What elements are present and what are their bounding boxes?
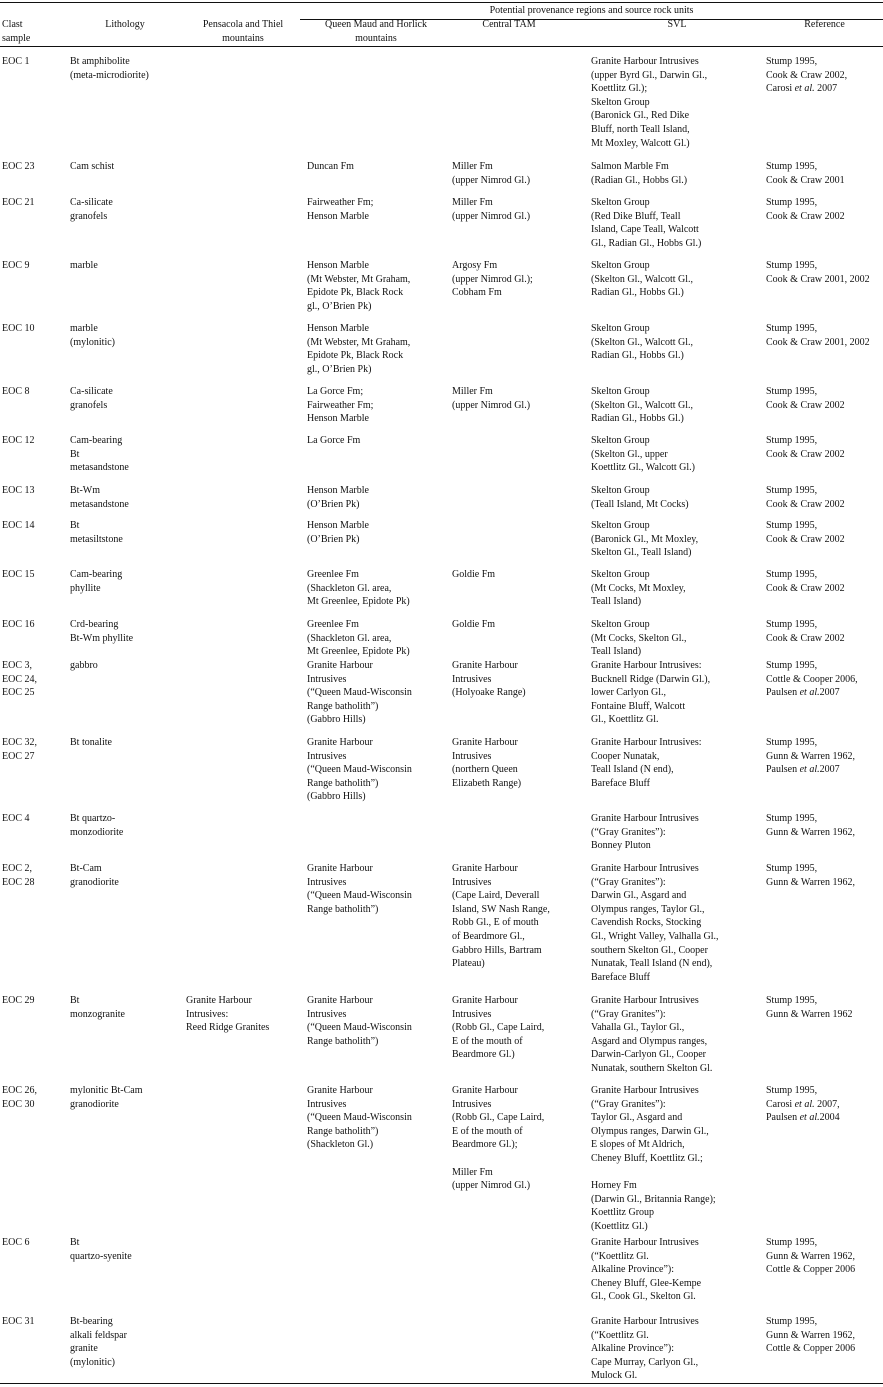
cell-reference: Stump 1995, Cook & Craw 2002 <box>766 386 845 411</box>
cell-clast-sample: EOC 2, EOC 28 <box>2 863 35 888</box>
cell-clast-sample: EOC 8 <box>2 386 30 397</box>
cell-lithology: Crd-bearing Bt-Wm phyllite <box>70 619 134 644</box>
cell-reference: Stump 1995, Cook & Craw 2002 <box>766 569 845 594</box>
cell-queen-maud: Granite Harbour Intrusives (“Queen Maud-Wisconsin Range batholith”) (Gabbro Hills) <box>307 660 412 726</box>
cell-reference: Stump 1995, Gunn & Warren 1962, Cottle & Copper 2006 <box>766 1316 856 1355</box>
cell-reference: Stump 1995, Cook & Craw 2002 <box>766 619 845 644</box>
cell-svl: Granite Harbour Intrusives (“Gray Granites”): Taylor Gl., Asgard and Olympus ranges, Darwin Gl., E slopes of Mt Aldrich, Cheney Bluff, Koettlitz Gl.; Horney Fm (Darwin Gl., Britannia Range); Koettlitz Group (Koettlitz Gl.) <box>591 1085 716 1232</box>
cell-svl: Skelton Group (Skelton Gl., Walcott Gl., Radian Gl., Hobbs Gl.) <box>591 323 694 362</box>
header-central-tam: Central TAM <box>482 19 536 30</box>
cell-reference: Stump 1995, Cottle & Cooper 2006, Paulsen et al.2007 <box>766 660 858 699</box>
cell-clast-sample: EOC 4 <box>2 813 30 824</box>
cell-svl: Skelton Group (Skelton Gl., upper Koettlitz Gl., Walcott Gl.) <box>591 435 695 474</box>
cell-svl: Skelton Group (Skelton Gl., Walcott Gl., Radian Gl., Hobbs Gl.) <box>591 386 694 425</box>
cell-svl: Granite Harbour Intrusives (upper Byrd Gl., Darwin Gl., Koettlitz Gl.); Skelton Group (Baronick Gl., Red Dike Bluff, north Teall Island, Mt Moxley, Walcott Gl.) <box>591 56 708 149</box>
cell-queen-maud: Duncan Fm <box>307 161 354 172</box>
cell-central-tam: Granite Harbour Intrusives (Cape Laird, Deverall Island, SW Nash Range, Robb Gl., E of mouth of Beardmore Gl., Gabbro Hills, Bartram Plateau) <box>452 863 550 970</box>
cell-reference: Stump 1995, Cook & Craw 2002 <box>766 485 845 510</box>
cell-svl: Salmon Marble Fm (Radian Gl., Hobbs Gl.) <box>591 161 688 186</box>
cell-central-tam: Miller Fm (upper Nimrod Gl.) <box>452 161 531 186</box>
cell-clast-sample: EOC 32, EOC 27 <box>2 737 37 762</box>
cell-reference: Stump 1995, Cook & Craw 2001, 2002 <box>766 260 870 285</box>
cell-central-tam: Argosy Fm (upper Nimrod Gl.); Cobham Fm <box>452 260 533 299</box>
cell-lithology: Bt-Wm metasandstone <box>70 485 129 510</box>
cell-lithology: marble <box>70 260 98 271</box>
cell-svl: Skelton Group (Skelton Gl., Walcott Gl., Radian Gl., Hobbs Gl.) <box>591 260 694 299</box>
cell-reference: Stump 1995, Cook & Craw 2002 <box>766 435 845 460</box>
cell-lithology: Bt tonalite <box>70 737 112 748</box>
cell-svl: Granite Harbour Intrusives (“Gray Granites”): Darwin Gl., Asgard and Olympus ranges, Taylor Gl., Cavendish Rocks, Stocking Gl., Wright Valley, Valhalla Gl., southern Skelton Gl., Cooper Nunatak, Teall Island (N end), Bareface Bluff <box>591 863 719 983</box>
cell-central-tam: Granite Harbour Intrusives (Robb Gl., Cape Laird, E of the mouth of Beardmore Gl.); Miller Fm (upper Nimrod Gl.) <box>452 1085 545 1192</box>
cell-queen-maud: La Gorce Fm <box>307 435 361 446</box>
cell-reference: Stump 1995, Cook & Craw 2002 <box>766 520 845 545</box>
cell-reference: Stump 1995, Cook & Craw 2002, Carosi et al. 2007 <box>766 56 848 95</box>
cell-svl: Granite Harbour Intrusives: Bucknell Ridge (Darwin Gl.), lower Carlyon Gl., Fontaine Bluff, Walcott Gl., Koettlitz Gl. <box>591 660 711 726</box>
cell-queen-maud: Henson Marble (O’Brien Pk) <box>307 485 369 510</box>
cell-lithology: Bt-Cam granodiorite <box>70 863 119 888</box>
cell-svl: Skelton Group (Mt Cocks, Skelton Gl., Teall Island) <box>591 619 687 658</box>
cell-clast-sample: EOC 14 <box>2 520 35 531</box>
cell-central-tam: Goldie Fm <box>452 619 496 630</box>
header-lithology: Lithology <box>105 19 145 30</box>
header-clast-sample: Clast sample <box>2 19 31 44</box>
cell-queen-maud: Henson Marble (Mt Webster, Mt Graham, Epidote Pk, Black Rock gl., O’Brien Pk) <box>307 323 411 375</box>
header-reference: Reference <box>804 19 845 30</box>
cell-svl: Granite Harbour Intrusives (“Gray Granites”): Vahalla Gl., Taylor Gl., Asgard and Olympus ranges, Darwin-Carlyon Gl., Cooper Nunatak, southern Skelton Gl. <box>591 995 713 1074</box>
cell-lithology: Bt quartzo- monzodiorite <box>70 813 124 838</box>
cell-central-tam: Granite Harbour Intrusives (northern Queen Elizabeth Range) <box>452 737 522 789</box>
cell-lithology: Bt-bearing alkali feldspar granite (mylonitic) <box>70 1316 127 1368</box>
cell-central-tam: Goldie Fm <box>452 569 496 580</box>
cell-reference: Stump 1995, Gunn & Warren 1962, Paulsen et al.2007 <box>766 737 855 776</box>
cell-reference: Stump 1995, Gunn & Warren 1962 <box>766 995 853 1020</box>
cell-lithology: Bt monzogranite <box>70 995 125 1020</box>
cell-clast-sample: EOC 26, EOC 30 <box>2 1085 37 1110</box>
cell-svl: Granite Harbour Intrusives (“Gray Granites”): Bonney Pluton <box>591 813 699 852</box>
cell-lithology: Bt quartzo-syenite <box>70 1237 132 1262</box>
cell-queen-maud: Fairweather Fm; Henson Marble <box>307 197 374 222</box>
cell-queen-maud: Greenlee Fm (Shackleton Gl. area, Mt Greenlee, Epidote Pk) <box>307 569 410 608</box>
cell-central-tam: Miller Fm (upper Nimrod Gl.) <box>452 386 531 411</box>
cell-reference: Stump 1995, Carosi et al. 2007, Paulsen et al.2004 <box>766 1085 840 1124</box>
cell-lithology: marble (mylonitic) <box>70 323 115 348</box>
cell-lithology: Cam schist <box>70 161 115 172</box>
cell-queen-maud: Granite Harbour Intrusives (“Queen Maud-Wisconsin Range batholith”) (Gabbro Hills) <box>307 737 412 803</box>
cell-svl: Granite Harbour Intrusives: Cooper Nunatak, Teall Island (N end), Bareface Bluff <box>591 737 702 789</box>
cell-svl: Granite Harbour Intrusives (“Koettlitz Gl. Alkaline Province”): Cheney Bluff, Glee-Kempe Gl., Cook Gl., Skelton Gl. <box>591 1237 702 1303</box>
group-header: Potential provenance regions and source rock units <box>489 5 694 16</box>
header-pensacola: Pensacola and Thiel mountains <box>202 19 284 44</box>
cell-lithology: Cam-bearing Bt metasandstone <box>70 435 129 474</box>
cell-central-tam: Granite Harbour Intrusives (Robb Gl., Cape Laird, E of the mouth of Beardmore Gl.) <box>452 995 545 1061</box>
cell-queen-maud: La Gorce Fm; Fairweather Fm; Henson Marble <box>307 386 374 425</box>
cell-clast-sample: EOC 31 <box>2 1316 35 1327</box>
cell-clast-sample: EOC 16 <box>2 619 35 630</box>
cell-reference: Stump 1995, Gunn & Warren 1962, <box>766 863 855 888</box>
cell-clast-sample: EOC 10 <box>2 323 35 334</box>
cell-lithology: Ca-silicate granofels <box>70 386 113 411</box>
cell-clast-sample: EOC 3, EOC 24, EOC 25 <box>2 660 37 699</box>
cell-reference: Stump 1995, Cook & Craw 2001 <box>766 161 845 186</box>
cell-reference: Stump 1995, Cook & Craw 2001, 2002 <box>766 323 870 348</box>
cell-lithology: Bt metasiltstone <box>70 520 123 545</box>
cell-lithology: Bt amphibolite (meta-microdiorite) <box>70 56 149 81</box>
header-bottom-rule <box>0 46 883 47</box>
cell-queen-maud: Granite Harbour Intrusives (“Queen Maud-Wisconsin Range batholith”) (Shackleton Gl.) <box>307 1085 412 1151</box>
cell-reference: Stump 1995, Cook & Craw 2002 <box>766 197 845 222</box>
cell-clast-sample: EOC 9 <box>2 260 30 271</box>
cell-clast-sample: EOC 1 <box>2 56 30 67</box>
cell-reference: Stump 1995, Gunn & Warren 1962, Cottle & Copper 2006 <box>766 1237 856 1276</box>
cell-svl: Skelton Group (Teall Island, Mt Cocks) <box>591 485 689 510</box>
cell-svl: Skelton Group (Baronick Gl., Mt Moxley, Skelton Gl., Teall Island) <box>591 520 699 559</box>
cell-clast-sample: EOC 12 <box>2 435 35 446</box>
cell-clast-sample: EOC 23 <box>2 161 35 172</box>
cell-lithology: Cam-bearing phyllite <box>70 569 123 594</box>
cell-svl: Skelton Group (Red Dike Bluff, Teall Island, Cape Teall, Walcott Gl., Radian Gl., Hobbs Gl.) <box>591 197 702 249</box>
cell-central-tam: Granite Harbour Intrusives (Holyoake Range) <box>452 660 526 699</box>
cell-clast-sample: EOC 15 <box>2 569 35 580</box>
cell-clast-sample: EOC 13 <box>2 485 35 496</box>
cell-clast-sample: EOC 6 <box>2 1237 30 1248</box>
table-bottom-rule <box>0 1383 883 1384</box>
cell-queen-maud: Greenlee Fm (Shackleton Gl. area, Mt Greenlee, Epidote Pk) <box>307 619 410 658</box>
header-svl: SVL <box>667 19 687 30</box>
cell-lithology: gabbro <box>70 660 98 671</box>
cell-central-tam: Miller Fm (upper Nimrod Gl.) <box>452 197 531 222</box>
cell-queen-maud: Henson Marble (Mt Webster, Mt Graham, Epidote Pk, Black Rock gl., O’Brien Pk) <box>307 260 411 312</box>
header-queen-maud: Queen Maud and Horlick mountains <box>325 19 427 44</box>
cell-svl: Granite Harbour Intrusives (“Koettlitz Gl. Alkaline Province”): Cape Murray, Carlyon Gl., Mulock Gl. <box>591 1316 699 1382</box>
cell-pensacola: Granite Harbour Intrusives: Reed Ridge Granites <box>186 995 270 1034</box>
cell-svl: Skelton Group (Mt Cocks, Mt Moxley, Teall Island) <box>591 569 686 608</box>
cell-lithology: mylonitic Bt-Cam granodiorite <box>70 1085 143 1110</box>
cell-queen-maud: Henson Marble (O’Brien Pk) <box>307 520 369 545</box>
cell-queen-maud: Granite Harbour Intrusives (“Queen Maud-Wisconsin Range batholith”) <box>307 863 412 915</box>
cell-reference: Stump 1995, Gunn & Warren 1962, <box>766 813 855 838</box>
cell-queen-maud: Granite Harbour Intrusives (“Queen Maud-Wisconsin Range batholith”) <box>307 995 412 1047</box>
cell-clast-sample: EOC 21 <box>2 197 35 208</box>
cell-clast-sample: EOC 29 <box>2 995 35 1006</box>
cell-lithology: Ca-silicate granofels <box>70 197 113 222</box>
